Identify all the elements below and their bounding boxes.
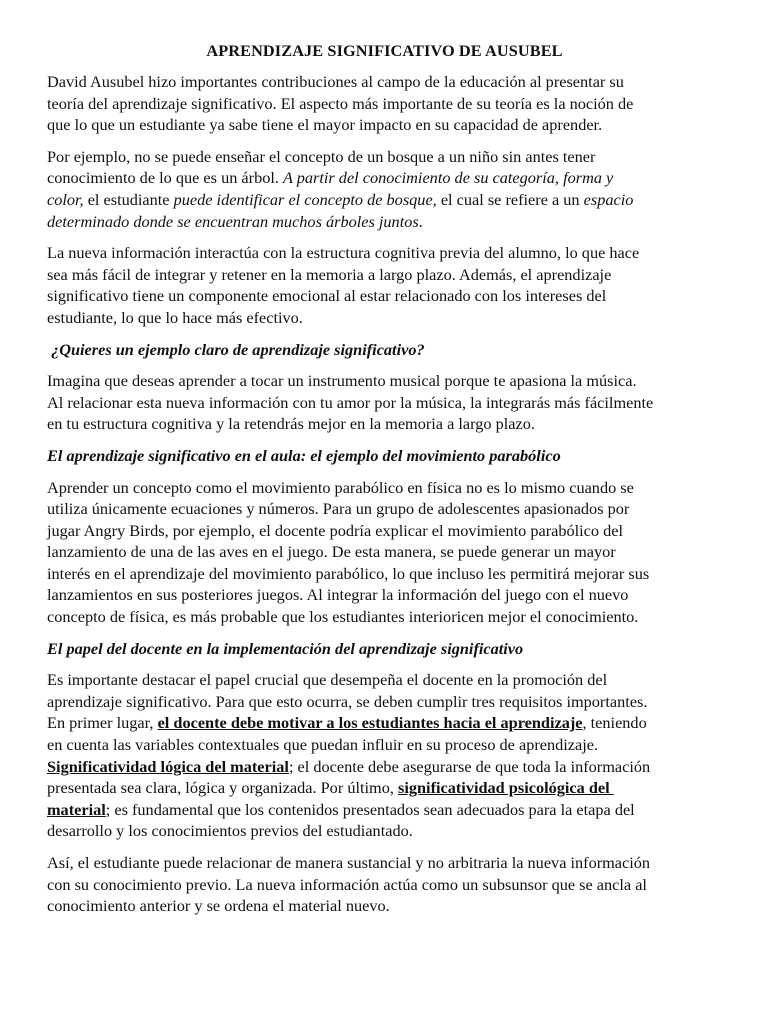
text-line: Así, el estudiante puede relacionar de manera sustancial y no arbitraria la nueva información bbox=[47, 853, 651, 872]
text-line: estudiante, lo que lo hace más efectivo. bbox=[47, 307, 303, 327]
text-line: aprendizaje significativo. Para que esto ocurra, se deben cumplir tres requisitos importantes. bbox=[47, 691, 648, 711]
text-line: lanzamiento de una de las aves en el juego. De esta manera, se puede generar un mayor bbox=[47, 542, 616, 562]
text-line: sea más fácil de integrar y retener en la memoria a largo plazo. Además, el aprendizaje bbox=[47, 264, 612, 284]
text-line: en cuenta las variables contextuales que puedan influir en su proceso de aprendizaje. bbox=[47, 735, 599, 755]
text-line: Es importante destacar el papel crucial que desempeña el docente en la promoción del bbox=[47, 670, 608, 690]
text-line bbox=[47, 189, 722, 211]
paragraph-new-information bbox=[47, 242, 722, 328]
italic-run: puede identificar el concepto de bosque bbox=[173, 189, 433, 209]
text-line: Al relacionar esta nueva información con tu amor por la música, la integrarás más fácilmente bbox=[47, 392, 654, 412]
paragraph-parabolic-motion bbox=[47, 477, 722, 628]
text-line: Aprender un concepto como el movimiento parabólico en física no es lo mismo cuando se bbox=[47, 477, 634, 497]
subheading-teacher-role: El papel del docente en la implementación del aprendizaje significativo bbox=[47, 638, 524, 658]
text-run: ; el docente debe asegurarse de que toda la información bbox=[288, 756, 651, 776]
text-line: interés en el aprendizaje del movimiento parabólico, lo que incluso les permitirá mejorar sus bbox=[47, 563, 650, 583]
text-line: teoría del aprendizaje significativo. El aspecto más importante de su teoría es la noción de bbox=[47, 93, 634, 113]
text-line: La nueva información interactúa con la estructura cognitiva previa del alumno, lo que hace bbox=[47, 243, 640, 263]
text-line: utiliza únicamente ecuaciones y números. Para un grupo de adolescentes apasionados por bbox=[47, 499, 630, 519]
subheading-classroom-example: El aprendizaje significativo en el aula: el ejemplo del movimiento parabólico bbox=[47, 445, 561, 465]
text-run: . bbox=[418, 211, 423, 231]
text-run: el estudiante bbox=[83, 189, 174, 209]
text-line: significativo tiene un componente emocional al estar relacionado con los intereses del bbox=[47, 286, 607, 306]
text-run: , teniendo bbox=[582, 713, 647, 733]
text-run: conocimiento de lo que es un árbol. bbox=[47, 168, 284, 188]
paragraph-example-forest bbox=[47, 146, 722, 232]
text-run: presentada sea clara, lógica y organizada. Por último, bbox=[47, 778, 398, 798]
italic-run: A partir del conocimiento de su categoría, forma y bbox=[283, 168, 614, 188]
paragraph-conclusion bbox=[47, 852, 722, 917]
italic-run: color, bbox=[47, 189, 84, 209]
text-line bbox=[47, 167, 722, 189]
italic-run: espacio bbox=[583, 189, 634, 209]
document-title: APRENDIZAJE SIGNIFICATIVO DE AUSUBEL bbox=[206, 41, 563, 60]
text-line: Por ejemplo, no se puede enseñar el concepto de un bosque a un niño sin antes tener bbox=[47, 146, 596, 166]
text-line: Imagina que deseas aprender a tocar un instrumento musical porque te apasiona la música. bbox=[47, 371, 637, 391]
text-line bbox=[47, 712, 722, 734]
underlined-bold-run: significatividad psicológica del bbox=[397, 778, 614, 798]
paragraph-teacher-requirements bbox=[47, 669, 722, 842]
text-line: desarrollo y los conocimientos previos del estudiantado. bbox=[47, 821, 413, 841]
text-line: conocimiento anterior y se ordena el material nuevo. bbox=[47, 896, 390, 916]
text-line bbox=[47, 756, 722, 778]
text-line: concepto de física, es más probable que los estudiantes interioricen mejor el conocimiento. bbox=[47, 607, 639, 627]
text-run: , el cual se refiere a un bbox=[432, 189, 584, 209]
text-run: En primer lugar, bbox=[47, 713, 158, 733]
paragraph-music-example bbox=[47, 370, 722, 435]
text-line bbox=[47, 211, 722, 233]
paragraph-intro bbox=[47, 71, 722, 136]
text-line: que lo que un estudiante ya sabe tiene el mayor impacto en su capacidad de aprender. bbox=[47, 115, 603, 135]
subheading-example-question: ¿Quieres un ejemplo claro de aprendizaje significativo? bbox=[47, 339, 425, 359]
text-line: en tu estructura cognitiva y la retendrás mejor en la memoria a largo plazo. bbox=[47, 414, 535, 434]
underlined-bold-run: el docente debe motivar a los estudiantes hacia el aprendizaje bbox=[157, 713, 583, 733]
text-line: lanzamientos en sus posteriores juegos. Al integrar la información del juego con el nuevo bbox=[47, 585, 629, 605]
text-line: jugar Angry Birds, por ejemplo, el docente podría explicar el movimiento parabólico del bbox=[47, 520, 624, 540]
text-line bbox=[47, 777, 722, 799]
text-run: ; es fundamental que los contenidos presentados sean adecuados para la etapa del bbox=[105, 799, 635, 819]
underlined-bold-run: material bbox=[47, 799, 106, 819]
italic-run: determinado donde se encuentran muchos árboles juntos bbox=[47, 211, 419, 231]
text-line bbox=[47, 799, 722, 821]
text-line: David Ausubel hizo importantes contribuciones al campo de la educación al presentar su bbox=[47, 72, 624, 91]
text-line: con su conocimiento previo. La nueva información actúa como un subsunsor que se ancla al bbox=[47, 874, 647, 894]
underlined-bold-run: Significatividad lógica del material bbox=[47, 756, 289, 776]
